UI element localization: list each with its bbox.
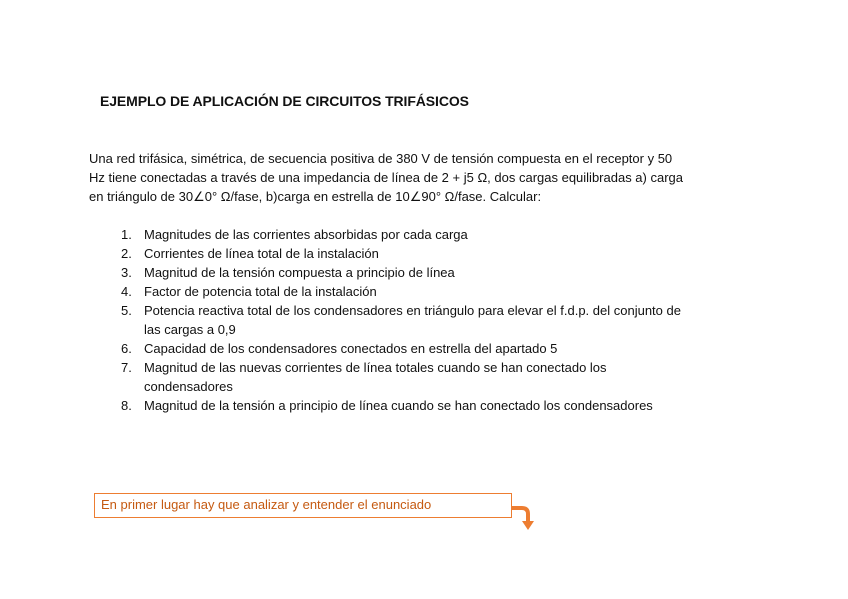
list-item <box>89 263 769 282</box>
list-item <box>89 301 769 339</box>
list-item-number: 4. <box>121 284 132 299</box>
list-item-text: Factor de potencia total de la instalación <box>144 284 377 299</box>
list-item <box>89 339 769 358</box>
page-title: EJEMPLO DE APLICACIÓN DE CIRCUITOS TRIFÁSICOS <box>100 93 469 109</box>
list-item-number: 2. <box>121 246 132 261</box>
list-item-text: Magnitud de la tensión a principio de línea cuando se han conectado los condensadores <box>144 398 653 413</box>
list-item <box>89 225 769 244</box>
list-item-text: Potencia reactiva total de los condensadores en triángulo para elevar el f.d.p. del conjunto de <box>144 303 681 318</box>
list-item-number: 1. <box>121 227 132 242</box>
list-item-number: 7. <box>121 360 132 375</box>
list-item-text: Magnitud de las nuevas corrientes de línea totales cuando se han conectado los <box>144 360 607 375</box>
curved-down-arrow-icon <box>510 502 536 532</box>
list-item-number: 8. <box>121 398 132 413</box>
list-item <box>89 244 769 263</box>
list-item-text: Magnitudes de las corrientes absorbidas por cada carga <box>144 227 468 242</box>
list-item-text: condensadores <box>144 379 233 394</box>
statement-line: en triángulo de 30∠0° Ω/fase, b)carga en estrella de 10∠90° Ω/fase. Calcular: <box>89 189 542 204</box>
statement-line: Hz tiene conectadas a través de una impedancia de línea de 2 + j5 Ω, dos cargas equilibradas a) carga <box>89 170 684 185</box>
list-item-number: 6. <box>121 341 132 356</box>
statement-line: Una red trifásica, simétrica, de secuencia positiva de 380 V de tensión compuesta en el receptor y 50 <box>89 151 673 166</box>
list-item-text: Magnitud de la tensión compuesta a principio de línea <box>144 265 455 280</box>
note-callout: En primer lugar hay que analizar y entender el enunciado <box>94 493 512 518</box>
list-item-number: 3. <box>121 265 132 280</box>
list-item <box>89 396 769 415</box>
list-item-text: las cargas a 0,9 <box>144 322 236 337</box>
list-item <box>89 282 769 301</box>
problem-statement <box>89 149 769 206</box>
list-item-number: 5. <box>121 303 132 318</box>
question-list <box>89 225 769 415</box>
list-item-text: Capacidad de los condensadores conectados en estrella del apartado 5 <box>144 341 558 356</box>
list-item-text: Corrientes de línea total de la instalación <box>144 246 379 261</box>
list-item <box>89 358 769 396</box>
